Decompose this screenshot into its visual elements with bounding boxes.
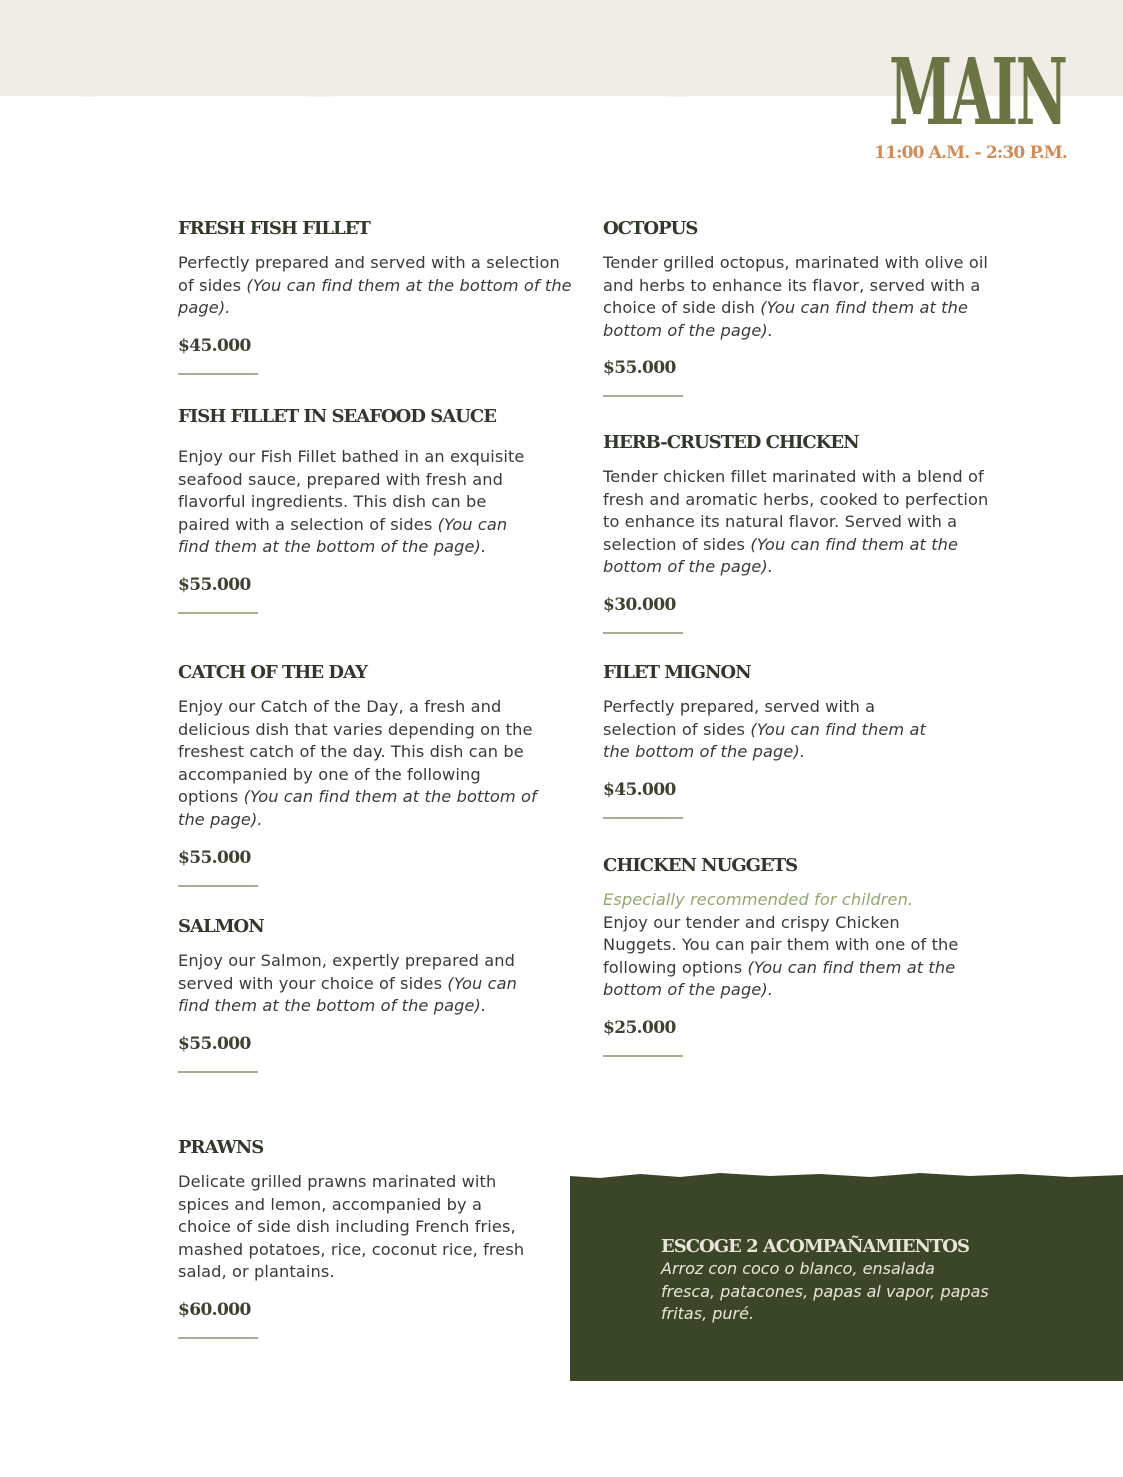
divider xyxy=(178,612,258,614)
item-price: $55.000 xyxy=(178,574,251,595)
menu-item xyxy=(603,662,948,819)
divider xyxy=(178,885,258,887)
menu-item xyxy=(178,916,523,1073)
menu-item xyxy=(603,855,978,1057)
divider xyxy=(603,1055,683,1057)
item-description: Enjoy our Catch of the Day, a fresh and delicious dish that varies depending on the freshest catch of the day. This dish can be accompanied by one of the following options (You can find them at the bottom of the page). xyxy=(178,697,537,829)
divider xyxy=(178,373,258,375)
torn-edge-decoration xyxy=(570,1170,1123,1182)
menu-item xyxy=(603,432,993,634)
item-description: Perfectly prepared, served with a selection of sides (You can find them at the bottom of the page). xyxy=(603,697,926,762)
item-price: $55.000 xyxy=(178,1033,251,1054)
item-reference: (You can find them at the bottom of the page). xyxy=(603,719,926,762)
divider xyxy=(603,395,683,397)
item-description: Especially recommended for children. Enjoy our tender and crispy Chicken Nuggets. You can pair them with one of the following options (You can find them at the bottom of the page). xyxy=(603,889,978,1002)
item-description: Tender grilled octopus, marinated with olive oil and herbs to enhance its flavor, served with a choice of side dish (You can find them at the bottom of the page). xyxy=(603,253,989,340)
item-description: Enjoy our Fish Fillet bathed in an exquisite seafood sauce, prepared with fresh and flavorful ingredients. This dish can be paired with a selection of sides (You can find them at the bottom of the page). xyxy=(178,447,525,557)
item-price: $60.000 xyxy=(178,1299,251,1320)
item-description: Delicate grilled prawns marinated with spices and lemon, accompanied by a choice of side dish including French fries, mashed potatoes, rice, coconut rice, fresh salad, or plantains. xyxy=(178,1172,525,1282)
menu-item xyxy=(178,218,578,375)
item-price: $55.000 xyxy=(178,847,251,868)
divider xyxy=(178,1071,258,1073)
item-name: FRESH FISH FILLET xyxy=(178,218,370,239)
page-title: MAIN xyxy=(888,38,1065,146)
item-reference: (You can find them at the bottom of the page). xyxy=(603,534,959,577)
menu-item xyxy=(178,1137,538,1339)
sides-list: Arroz con coco o blanco, ensalada fresca, patacones, papas al vapor, papas fritas, puré. xyxy=(661,1259,989,1324)
item-description: Perfectly prepared and served with a selection of sides (You can find them at the bottom of the page). xyxy=(178,253,572,318)
item-reference: (You can find them at the bottom of the page). xyxy=(603,298,969,340)
item-reference: (You can find them at the bottom of the page). xyxy=(178,514,508,557)
service-hours: 11:00 A.M. - 2:30 P.M. xyxy=(874,143,1067,163)
item-description: Enjoy our Salmon, expertly prepared and served with your choice of sides (You can find them at the bottom of the page). xyxy=(178,951,518,1016)
item-note: Especially recommended for children. xyxy=(603,890,914,909)
item-reference: (You can find them at the bottom of the page). xyxy=(178,275,572,318)
item-price: $30.000 xyxy=(603,594,676,615)
item-price: $45.000 xyxy=(603,779,676,800)
divider xyxy=(603,817,683,819)
sides-title: ESCOGE 2 ACOMPAÑAMIENTOS xyxy=(661,1236,969,1257)
item-price: $25.000 xyxy=(603,1017,676,1038)
divider xyxy=(603,632,683,634)
item-name: OCTOPUS xyxy=(603,218,698,239)
item-name: HERB-CRUSTED CHICKEN xyxy=(603,432,859,453)
menu-item xyxy=(178,406,538,614)
item-name: PRAWNS xyxy=(178,1137,264,1158)
menu-item xyxy=(603,218,1013,397)
item-reference: (You can find them at the bottom of the page). xyxy=(178,973,518,1016)
item-reference: (You can find them at the bottom of the page). xyxy=(603,957,956,1000)
item-name: CATCH OF THE DAY xyxy=(178,662,367,683)
item-name: FILET MIGNON xyxy=(603,662,751,683)
item-name: FISH FILLET IN SEAFOOD SAUCE xyxy=(178,406,496,427)
item-price: $55.000 xyxy=(603,358,676,379)
sides-panel xyxy=(570,1178,1123,1381)
item-reference: (You can find them at the bottom of the page). xyxy=(178,787,537,829)
divider xyxy=(178,1337,258,1339)
item-price: $45.000 xyxy=(178,335,251,356)
menu-item xyxy=(178,662,538,887)
item-name: SALMON xyxy=(178,916,264,937)
item-description: Tender chicken fillet marinated with a blend of fresh and aromatic herbs, cooked to perfection to enhance its natural flavor. Served with a selection of sides (You can find them at the bottom of the page). xyxy=(603,467,989,577)
item-name: CHICKEN NUGGETS xyxy=(603,855,798,876)
